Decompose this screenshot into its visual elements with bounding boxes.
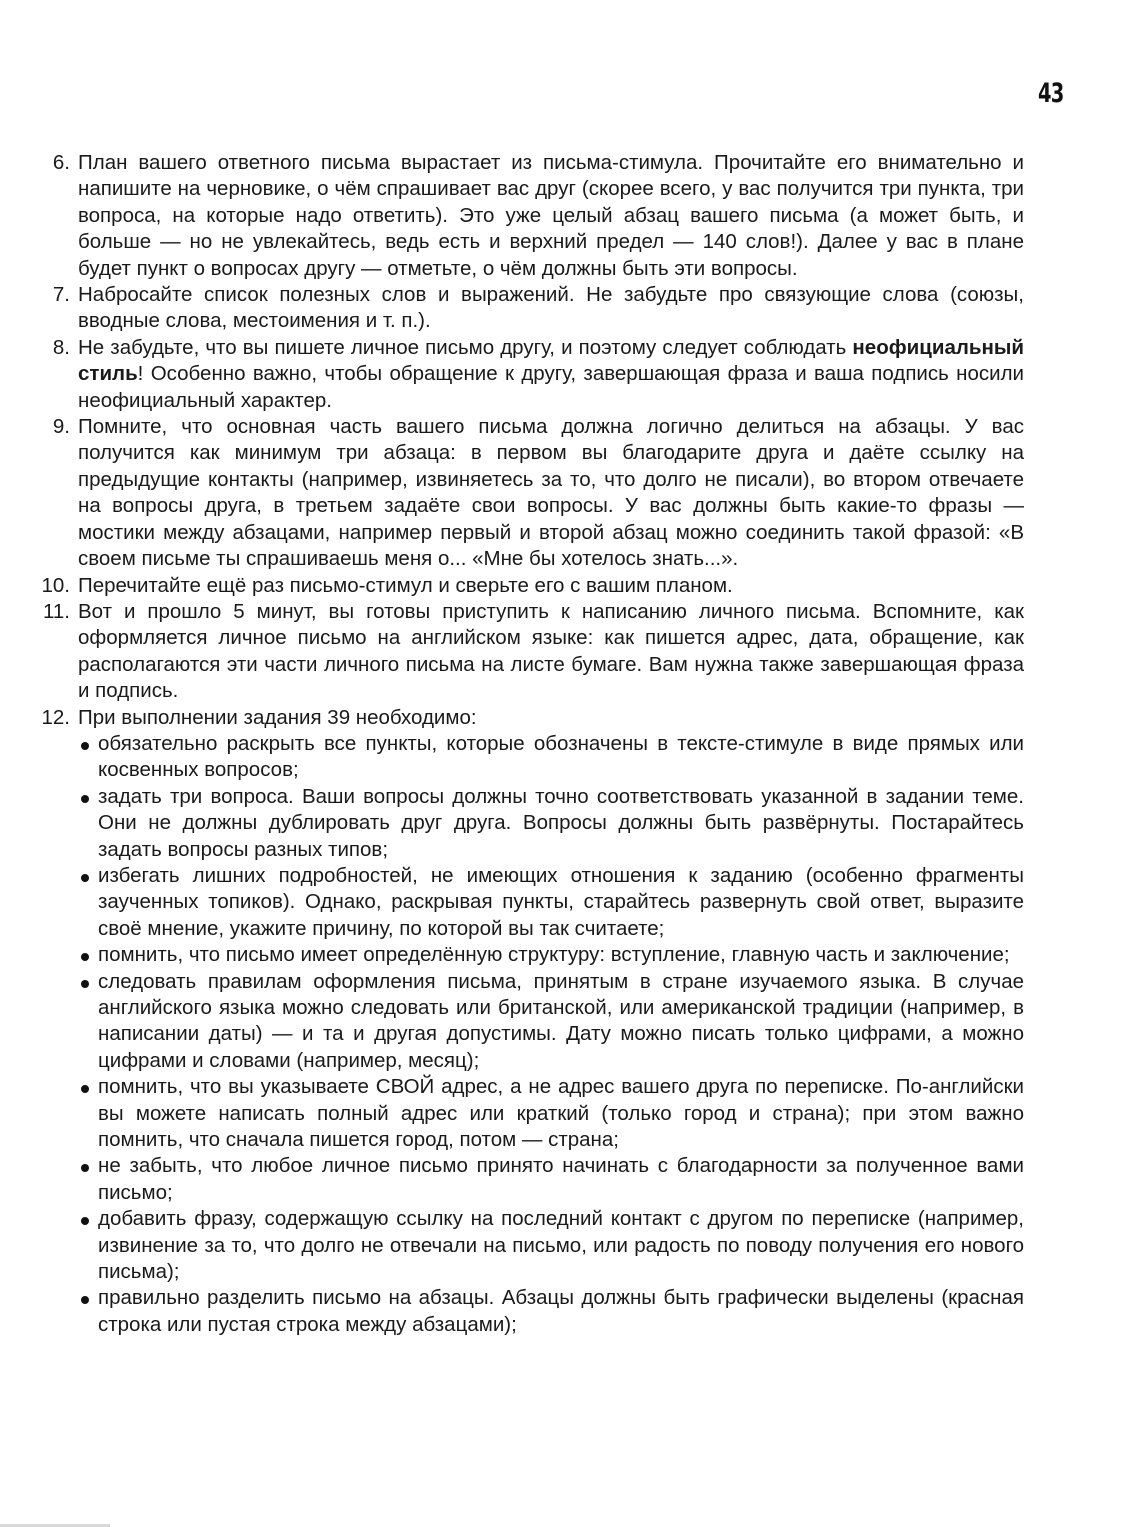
item-number: 11. xyxy=(43,599,70,623)
bullet-icon xyxy=(81,1217,89,1225)
bullet-text: не забыть, что любое личное письмо принято начинать с благодарности за полученное вами письмо; xyxy=(98,1154,1024,1204)
item-number: 8. xyxy=(52,335,70,359)
bullet-item xyxy=(78,731,1024,784)
bullet-text: добавить фразу, содержащую ссылку на последний контакт с другом по переписке (например, извинение за то, что долго не отвечали на письмо, или радость по поводу получения его нового письма); xyxy=(98,1207,1024,1284)
bullet-icon xyxy=(81,795,89,803)
item-text-before: Не забудьте, что вы пишете личное письмо другу, и поэтому следует соблюдать xyxy=(78,335,853,359)
list-item-12 xyxy=(36,705,1024,1339)
bullet-list xyxy=(78,731,1024,1338)
bullet-icon xyxy=(81,953,89,961)
bullet-icon xyxy=(81,874,89,882)
bullet-text: помнить, что письмо имеет определённую структуру: вступление, главную часть и заключение; xyxy=(98,943,1010,967)
bullet-icon xyxy=(81,742,89,750)
bullet-text: следовать правилам оформления письма, принятым в стране изучаемого языка. В случае английского языка можно следовать или британской, или американской традиции (например, в написании даты) — и та и другая допустимы. Дату можно писать только цифрами, а можно цифрами и словами (например, месяц); xyxy=(98,969,1024,1072)
item-text-bold: неофициальный стиль xyxy=(78,335,1024,386)
list-item-7 xyxy=(36,282,1024,335)
item-text: При выполнении задания 39 необходимо: xyxy=(78,705,477,729)
list-item-8 xyxy=(36,335,1024,414)
bullet-text: правильно разделить письмо на абзацы. Абзацы должны быть графически выделены (красная строка или пустая строка между абзацами); xyxy=(98,1286,1024,1336)
bullet-icon xyxy=(81,980,89,988)
bullet-item xyxy=(78,784,1024,863)
item-number: 10. xyxy=(41,573,70,597)
bullet-item xyxy=(78,969,1024,1075)
bullet-item xyxy=(78,942,1024,968)
bullet-text: избегать лишних подробностей, не имеющих отношения к заданию (особенно фрагменты заученных топиков). Однако, раскрывая пункты, старайтесь развернуть свой ответ, выразите своё мнение, укажите причину, по которой вы так считаете; xyxy=(98,863,1024,940)
item-text: План вашего ответного письма вырастает из письма-стимула. Прочитайте его внимательно и напишите на черновике, о чём спрашивает вас друг (скорее всего, у вас получится три пункта, три вопроса, на которые надо ответить). Это уже целый абзац вашего письма (а может быть, и больше — но не увлекайтесь, ведь есть и верхний предел — 140 слов!). Далее у вас в плане будет пункт о вопросах другу — отметьте, о чём должны быть эти вопросы. xyxy=(78,151,1024,280)
list-item-9 xyxy=(36,414,1024,572)
bullet-item xyxy=(78,1153,1024,1206)
item-text: Вот и прошло 5 минут, вы готовы приступить к написанию личного письма. Вспомните, как оформляется личное письмо на английском языке: как пишется адрес, дата, обращение, как располагаются эти части личного письма на листе бумаге. Вам нужна также завершающая фраза и подпись. xyxy=(78,599,1024,703)
item-number: 6. xyxy=(52,151,70,174)
bullet-text: обязательно раскрыть все пункты, которые обозначены в тексте-стимуле в виде прямых или косвенных вопросов; xyxy=(98,731,1024,782)
page-number: 43 xyxy=(1038,78,1064,109)
bullet-item xyxy=(78,1206,1024,1285)
bullet-icon xyxy=(81,1296,89,1304)
item-text: Перечитайте ещё раз письмо-стимул и сверьте его с вашим планом. xyxy=(78,573,733,597)
item-number: 12. xyxy=(41,705,70,729)
bullet-item xyxy=(78,863,1024,942)
item-number: 9. xyxy=(52,415,70,439)
list-item-6 xyxy=(36,150,1024,282)
bullet-item xyxy=(78,1074,1024,1153)
bullet-text: задать три вопроса. Ваши вопросы должны точно соответствовать указанной в задании теме. Они не должны дублировать друг друга. Вопросы должны быть развёрнуты. Постарайтесь задать вопросы разных типов; xyxy=(98,784,1024,861)
item-text: Набросайте список полезных слов и выражений. Не забудьте про связующие слова (союзы, вводные слова, местоимения и т. п.). xyxy=(78,283,1024,333)
page-content xyxy=(36,150,1024,1338)
item-text-after: ! Особенно важно, чтобы обращение к другу, завершающая фраза и ваша подпись носили неофициальный характер. xyxy=(78,362,1024,412)
bullet-item xyxy=(78,1285,1024,1338)
bullet-icon xyxy=(81,1085,89,1093)
list-item-10 xyxy=(36,573,1024,599)
list-item-11 xyxy=(36,599,1024,705)
bullet-text: помнить, что вы указываете СВОЙ адрес, а не адрес вашего друга по переписке. По-английски вы можете написать полный адрес или краткий (только город и страна); при этом важно помнить, что сначала пишется город, потом — страна; xyxy=(98,1075,1024,1152)
bullet-icon xyxy=(81,1164,89,1172)
item-number: 7. xyxy=(52,283,70,307)
item-text: Помните, что основная часть вашего письма должна логично делиться на абзацы. У вас получится как минимум три абзаца: в первом вы благодарите друга и даёте ссылку на предыдущие контакты (например, извиняетесь за то, что долго не писали), во втором отвечаете на вопросы друга, в третьем задаёте свои вопросы. У вас должны быть какие-то фразы — мостики между абзацами, например первый и второй абзац можно соединить такой фразой: «В своем письме ты спрашиваешь меня о... «Мне бы хотелось знать...». xyxy=(78,415,1024,571)
